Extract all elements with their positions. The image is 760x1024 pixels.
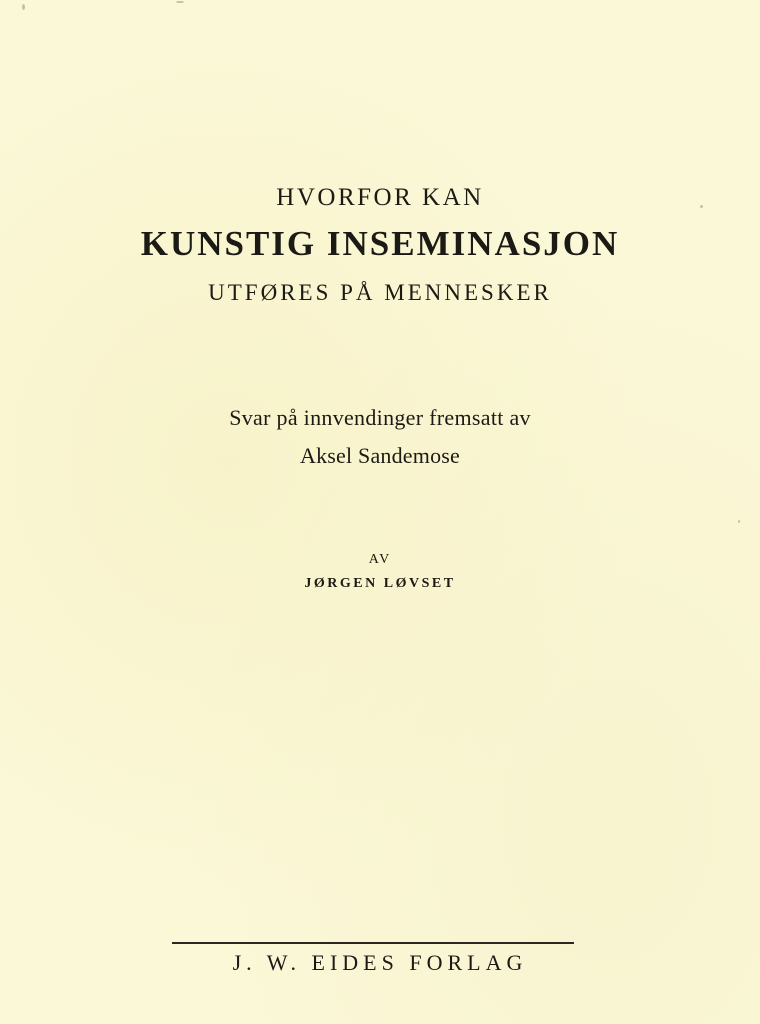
title-line-1: HVORFOR KAN <box>276 184 484 211</box>
paper-speck <box>738 520 740 523</box>
publisher-name: J. W. EIDES FORLAG <box>232 950 528 975</box>
subtitle-line-1: Svar på innvendinger fremsatt av <box>229 405 531 430</box>
paper-speck <box>22 4 25 10</box>
publisher-rule <box>172 942 574 944</box>
author-name: JØRGEN LØVSET <box>304 576 456 591</box>
paper-speck <box>176 1 184 3</box>
subtitle-line-2: Aksel Sandemose <box>299 443 461 468</box>
title-line-2: KUNSTIG INSEMINASJON <box>140 224 620 263</box>
byline-label: AV <box>368 552 392 567</box>
title-line-3: UTFØRES PÅ MENNESKER <box>208 280 552 305</box>
